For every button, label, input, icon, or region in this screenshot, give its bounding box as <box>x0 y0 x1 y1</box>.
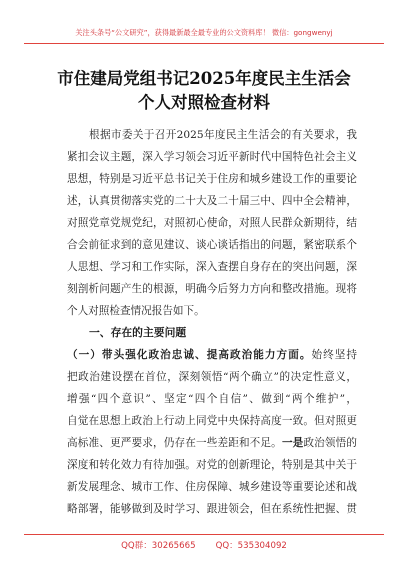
point-text: 政治领悟的 <box>303 437 358 449</box>
subsection-line <box>67 344 357 366</box>
paragraph-line: 自觉在思想上政治上行动上同党中央保持高度一致。但对照更 <box>67 415 357 427</box>
paragraph-line: 个人对照检查情况报告如下。 <box>67 305 205 317</box>
paragraph-line: 对照党章党规党纪，对照初心使命，对照人民群众新期待，结 <box>67 217 357 229</box>
paragraph-line: 增强“四个意识”、坚定“四个自信”、做到“两个维护”， <box>67 393 357 405</box>
paragraph-line: 紧扣会议主题，深入学习领会习近平新时代中国特色社会主义 <box>67 151 357 163</box>
paragraph-line: 合会前征求到的意见建议、谈心谈话指出的问题，紧密联系个 <box>67 239 357 251</box>
paragraph-line: 新发展理念、城市工作、住房保障、城乡建设等重要论述和战 <box>67 481 357 493</box>
section-heading: 一、存在的主要问题 <box>89 326 187 339</box>
footer-contact <box>0 538 408 554</box>
paragraph-line: 略部署，能够做到及时学习、跟进领会，但在系统性把握、贯 <box>67 503 357 515</box>
paragraph-line: 述，认真贯彻落实党的二十大及二十届三中、四中全会精神， <box>67 195 357 207</box>
paragraph-text: 高标准、更严要求，仍存在一些差距和不足。 <box>67 437 282 449</box>
paragraph-line: 根据市委关于召开2025年度民主生活会的有关要求，我 <box>89 129 357 141</box>
paragraph-line: 刻剖析问题产生的根源，明确今后努力方向和整改措施。现将 <box>67 283 357 295</box>
point-label: 一是 <box>281 437 304 449</box>
paragraph-line <box>67 432 357 454</box>
document-title-line-2: 个人对照检查材料 <box>138 93 270 112</box>
paragraph-line: 深度和转化效力有待加强。对党的创新理论，特别是其中关于 <box>67 459 357 471</box>
header-divider <box>24 43 384 44</box>
document-title-line-1: 市住建局党组书记2025年度民主生活会 <box>57 69 351 88</box>
paragraph-line: 人思想、学习和工作实际，深入查摆自身存在的突出问题，深 <box>67 261 357 273</box>
footer-qq: QQ：535304092 <box>215 541 287 551</box>
paragraph-line: 思想，特别是习近平总书记关于住房和城乡建设工作的重要论 <box>67 173 357 185</box>
footer-qq-group: QQ群：30265665 <box>121 541 196 551</box>
header-promo-text: 关注头条号“公文研究”，获得最新最全最专业的公文资料库！ 微信：gongwenyj <box>75 28 333 37</box>
paragraph-line: 把政治建设摆在首位，深刻领悟“两个确立”的决定性意义， <box>67 371 357 383</box>
footer-divider <box>24 534 384 535</box>
subsection-heading: （一）带头强化政治忠诚、提高政治能力方面。 <box>67 349 312 361</box>
subsection-heading-tail: 始终坚持 <box>311 349 358 361</box>
